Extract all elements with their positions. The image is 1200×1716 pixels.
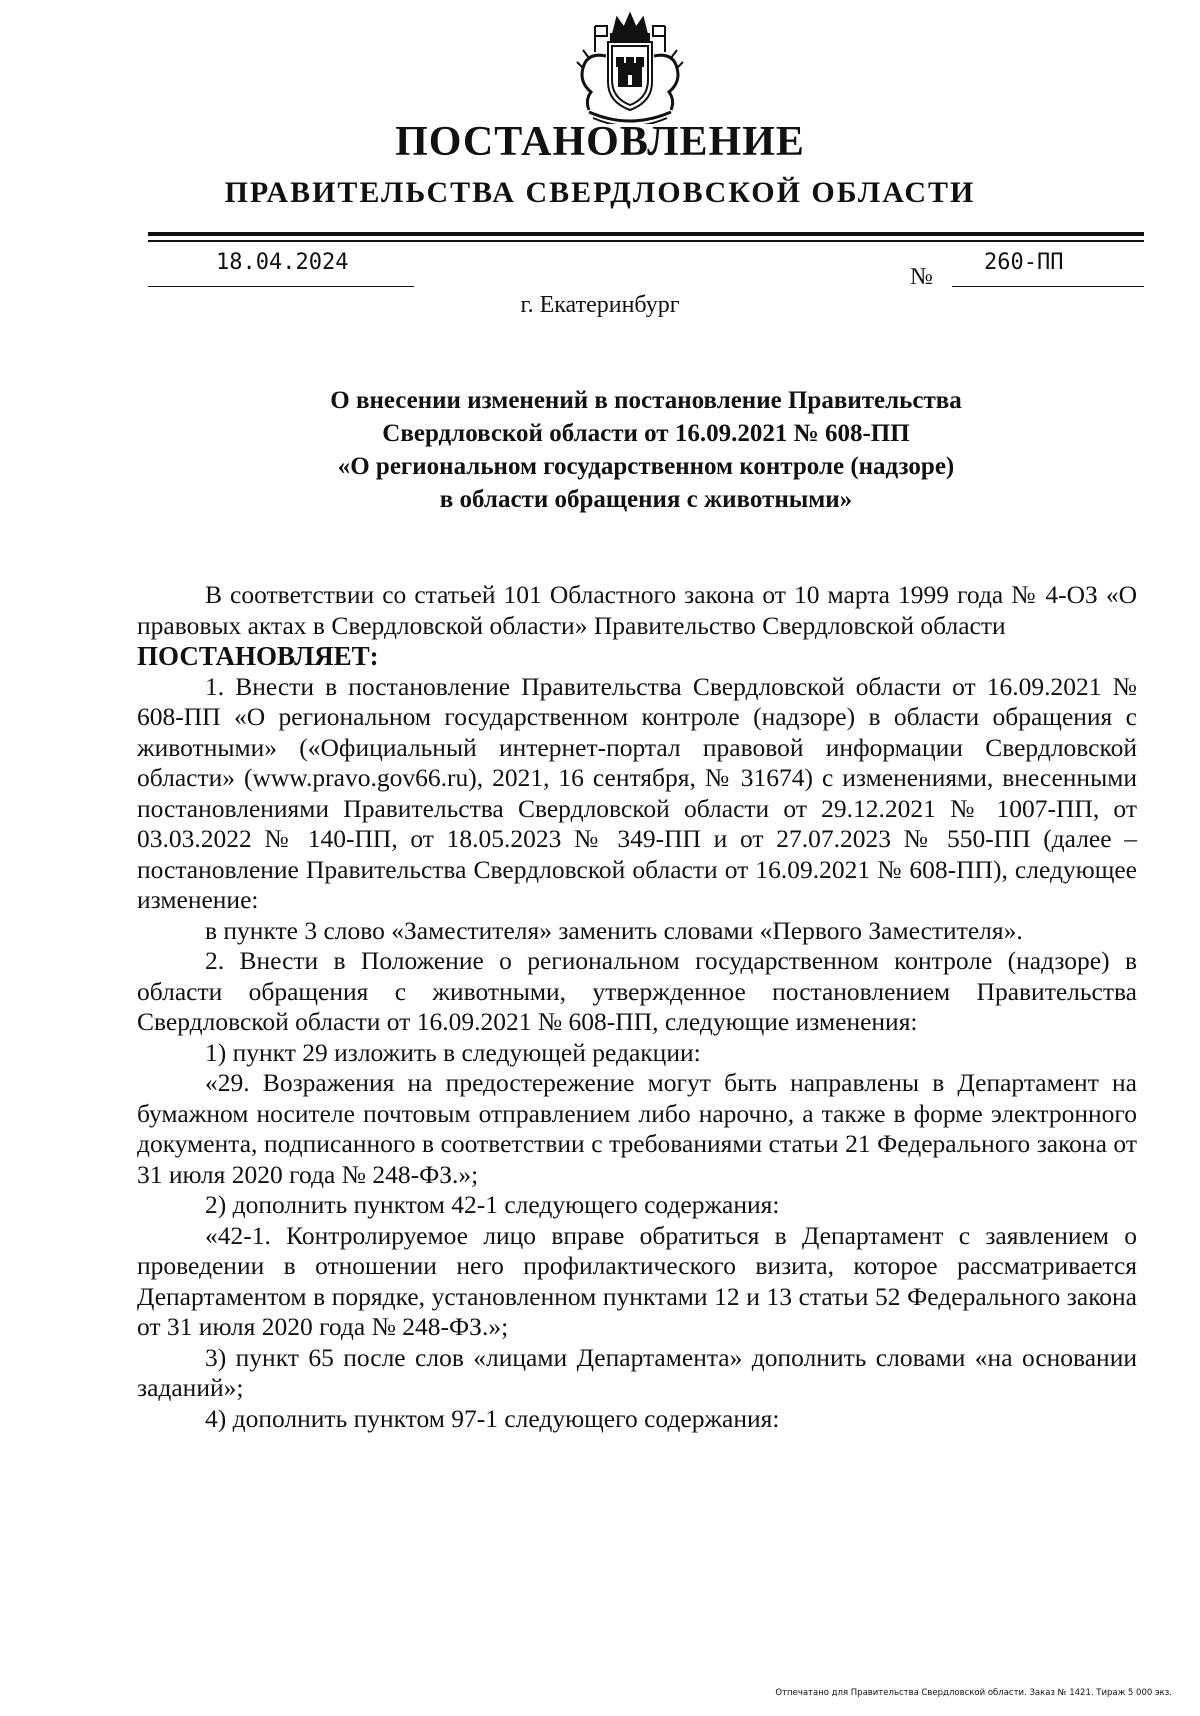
paragraph: «42-1. Контролируемое лицо вправе обратиться в Департамент с заявлением о проведении в отношении него профилактического визита, которое рассматривается Департаментом в порядке, установленном пунктами 12 и 13 статьи 52 Федерального закона от 31 июля 2020 года № 248-ФЗ.»; xyxy=(137,1220,1137,1341)
date-field xyxy=(148,250,414,287)
issuer-title: ПРАВИТЕЛЬСТВА СВЕРДЛОВСКОЙ ОБЛАСТИ xyxy=(224,176,976,209)
coat-of-arms-icon xyxy=(575,12,685,124)
number-field xyxy=(952,250,1144,287)
number-sign: № xyxy=(910,264,933,290)
subject-line: О внесении изменений в постановление Правительства xyxy=(330,387,962,414)
preamble: В соответствии со статьей 101 Областного закона от 10 марта 1999 года № 4-ОЗ «О правовых актах в Свердловской области» Правительство Свердловской области xyxy=(137,580,1137,640)
subject-line: «О региональном государственном контроле (надзоре) xyxy=(337,453,955,480)
paragraph: 2. Внести в Положение о региональном государственном контроле (надзоре) в области обращения с животными, утвержденное постановлением Правительства Свердловской области от 16.09.2021 № 608-ПП, следующие изменения: xyxy=(137,946,1137,1036)
document-subject xyxy=(148,384,1144,516)
header-divider xyxy=(148,232,1144,236)
document-city: г. Екатеринбург xyxy=(520,292,680,318)
document-number: 260-ПП xyxy=(984,250,1064,275)
subject-line: Свердловской области от 16.09.2021 № 608-ПП xyxy=(382,420,910,447)
paragraph: в пункте 3 слово «Заместителя» заменить словами «Первого Заместителя». xyxy=(205,915,1023,945)
paragraph: 4) дополнить пунктом 97-1 следующего содержания: xyxy=(205,1403,780,1433)
paragraph: 2) дополнить пунктом 42-1 следующего содержания: xyxy=(205,1190,780,1219)
paragraph: 1. Внести в постановление Правительства Свердловской области от 16.09.2021 № 608-ПП «О региональном государственном контроле (надзоре) в области обращения с животными» («Официальный интернет-портал правовой информации Свердловской области» (www.pravo.gov66.ru), 2021, 16 сентября, № 31674) с изменениями, внесенными постановлениями Правительства Свердловской области от 29.12.2021 № 1007-ПП, от 03.03.2022 № 140-ПП, от 18.05.2023 № 349-ПП и от 27.07.2023 № 550-ПП (далее – постановление Правительства Свердловской области от 16.09.2021 № 608-ПП), следующее изменение: xyxy=(137,671,1137,914)
document-date: 18.04.2024 xyxy=(216,250,349,275)
document-body xyxy=(137,580,1137,1434)
document-type-title: ПОСТАНОВЛЕНИЕ xyxy=(395,119,805,165)
paragraph: 1) пункт 29 изложить в следующей редакции: xyxy=(205,1037,701,1067)
subject-line: в области обращения с животными» xyxy=(439,486,853,513)
print-footer: Отпечатано для Правительства Свердловской области. Заказ № 1421. Тираж 5 000 экз. xyxy=(775,1688,1172,1698)
header-divider-thin xyxy=(148,240,1144,242)
resolve-heading: ПОСТАНОВЛЯЕТ: xyxy=(137,641,379,671)
paragraph: 3) пункт 65 после слов «лицами Департамента» дополнить словами «на основании заданий»; xyxy=(137,1342,1137,1402)
paragraph: «29. Возражения на предостережение могут быть направлены в Департамент на бумажном носителе почтовым отправлением либо нарочно, а также в форме электронного документа, подписанного в соответствии с требованиями статьи 21 Федерального закона от 31 июля 2020 года № 248-ФЗ.»; xyxy=(137,1068,1137,1189)
